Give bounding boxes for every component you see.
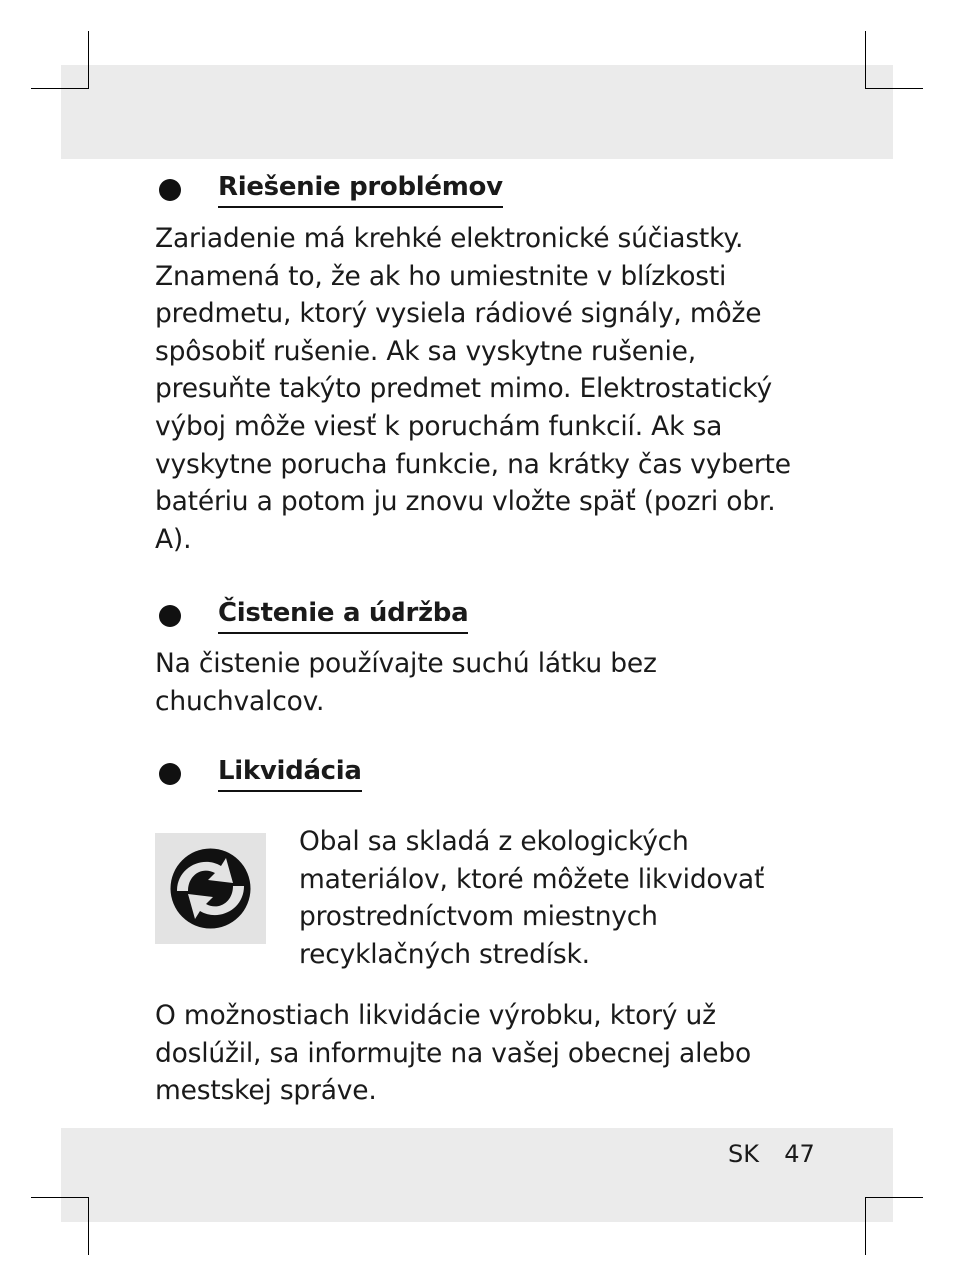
page-footer bbox=[728, 1140, 815, 1168]
text-line: Obal sa skladá z ekologických bbox=[299, 826, 689, 857]
crop-mark bbox=[865, 1197, 866, 1255]
disposal-paragraph bbox=[155, 997, 795, 1110]
text-line: recyklačných stredísk. bbox=[299, 938, 590, 970]
bullet-icon bbox=[159, 179, 181, 201]
bullet-icon bbox=[159, 605, 181, 627]
section-title: Čistenie a údržba bbox=[218, 598, 468, 634]
crop-mark bbox=[88, 31, 89, 89]
header-band bbox=[61, 65, 893, 159]
packaging-paragraph bbox=[299, 823, 779, 973]
recycling-logo bbox=[155, 833, 266, 944]
recycling-icon bbox=[155, 833, 266, 944]
text-line: Znamená to, že ak ho umiestnite v blízkosti bbox=[155, 260, 727, 292]
crop-mark bbox=[88, 1197, 89, 1255]
text-line: batériu a potom ju znovu vložte späť (pozri obr. bbox=[155, 486, 776, 518]
crop-mark bbox=[865, 1197, 923, 1198]
text-line: Na čistenie používajte suchú látku bez bbox=[155, 648, 657, 679]
language-code: SK bbox=[728, 1140, 759, 1168]
text-line: A). bbox=[155, 523, 192, 555]
text-line: mestskej správe. bbox=[155, 1075, 377, 1107]
text-line: presuňte takýto predmet mimo. Elektrostatický bbox=[155, 373, 772, 405]
text-line: Zariadenie má krehké elektronické súčiastky. bbox=[155, 223, 744, 254]
crop-mark bbox=[31, 88, 89, 89]
bullet-icon bbox=[159, 763, 181, 785]
text-line: chuchvalcov. bbox=[155, 685, 325, 717]
crop-mark bbox=[865, 88, 923, 89]
text-line: doslúžil, sa informujte na vašej obecnej alebo bbox=[155, 1037, 751, 1069]
section-title: Riešenie problémov bbox=[218, 172, 503, 208]
troubleshooting-paragraph bbox=[155, 220, 795, 558]
text-line: materiálov, ktoré môžete likvidovať bbox=[299, 863, 765, 895]
text-line: prostredníctvom miestnych bbox=[299, 901, 658, 933]
text-line: vyskytne porucha funkcie, na krátky čas vyberte bbox=[155, 448, 791, 480]
text-line: spôsobiť rušenie. Ak sa vyskytne rušenie, bbox=[155, 335, 696, 367]
crop-mark bbox=[865, 31, 866, 89]
cleaning-paragraph bbox=[155, 645, 795, 720]
crop-mark bbox=[31, 1197, 89, 1198]
text-line: predmetu, ktorý vysiela rádiové signály, môže bbox=[155, 298, 762, 330]
text-line: výboj môže viesť k poruchám funkcií. Ak sa bbox=[155, 410, 723, 442]
section-title: Likvidácia bbox=[218, 756, 362, 792]
text-line: O možnostiach likvidácie výrobku, ktorý už bbox=[155, 1000, 716, 1031]
page-number: 47 bbox=[784, 1140, 815, 1168]
